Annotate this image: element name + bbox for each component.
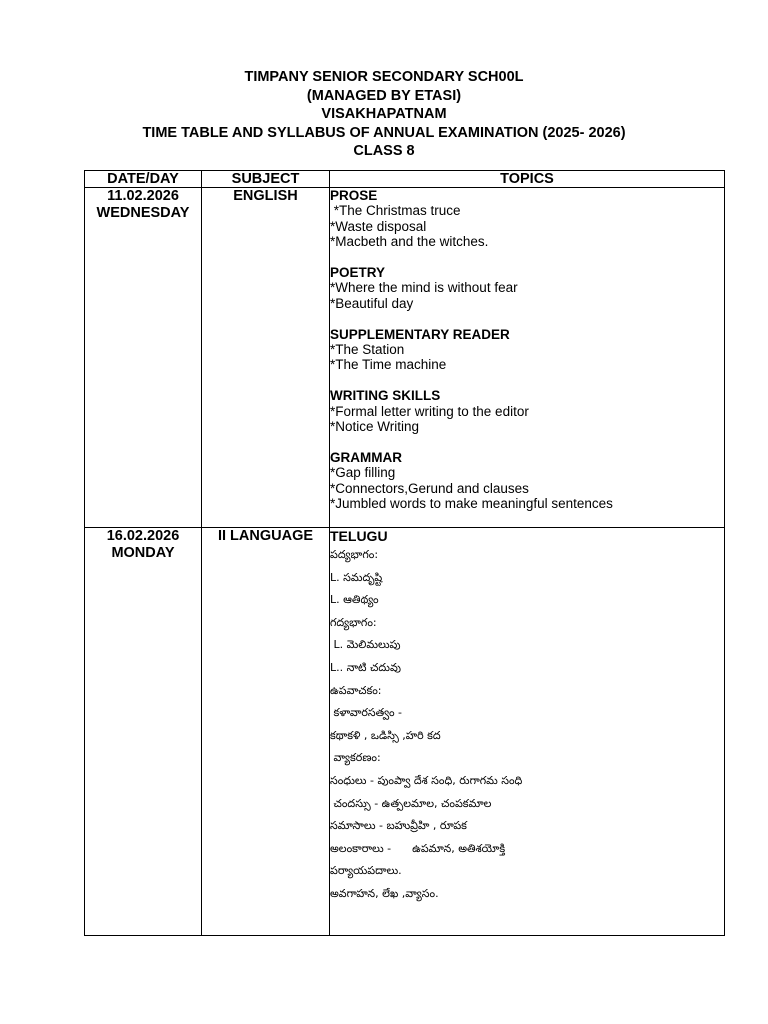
topic-section xyxy=(330,450,724,512)
section-heading: SUPPLEMENTARY READER xyxy=(330,326,510,342)
topic-item: *Beautiful day xyxy=(330,295,414,311)
section-heading: POETRY xyxy=(330,265,386,281)
class-label: CLASS 8 xyxy=(353,143,415,159)
timetable xyxy=(84,170,725,936)
topic-item: కథాకళి , ఒడిస్సి ,హరి కద xyxy=(330,728,441,742)
topic-item: కళావారసత్వం - xyxy=(330,706,402,720)
topic-item: *Formal letter writing to the editor xyxy=(330,403,529,419)
topic-item: అవగాహన, లేఖ ,వ్యాసం. xyxy=(330,886,439,900)
topics-cell xyxy=(330,528,725,936)
exam-date: 11.02.2026 xyxy=(107,188,179,204)
column-header-topics: TOPICS xyxy=(330,171,725,188)
subject-name: ENGLISH xyxy=(233,188,298,204)
column-header-date: DATE/DAY xyxy=(85,171,202,188)
document-title: TIME TABLE AND SYLLABUS OF ANNUAL EXAMINATION (2025- 2026) xyxy=(142,124,626,141)
subject-cell xyxy=(202,188,330,528)
column-header-subject: SUBJECT xyxy=(202,171,330,188)
topic-item: చందస్సు - ఉత్పలమాల, చంపకమాల xyxy=(330,796,492,810)
subject-cell xyxy=(202,528,330,936)
managed-by: (MANAGED BY ETASI) xyxy=(306,87,462,104)
topic-section xyxy=(330,327,724,373)
topic-item: పద్యభాగం: xyxy=(330,548,379,561)
exam-day: MONDAY xyxy=(111,545,175,561)
topic-item: *Waste disposal xyxy=(330,218,427,234)
topic-item: L. మెలిమలుపు xyxy=(330,638,401,652)
city-name: VISAKHAPATNAM xyxy=(321,106,447,122)
table-row xyxy=(85,528,725,936)
topic-item: *Notice Writing xyxy=(330,419,420,435)
topic-section xyxy=(330,188,724,250)
table-header-row xyxy=(85,171,725,188)
exam-date: 16.02.2026 xyxy=(106,528,180,544)
topic-item: ఉపవాచకం: xyxy=(330,683,382,697)
topic-item: *The Time machine xyxy=(330,357,447,373)
topic-item: సమాసాలు - బహువ్రీహి , రూపక xyxy=(330,819,467,833)
section-heading: PROSE xyxy=(330,188,378,203)
topic-item: *The Station xyxy=(330,342,405,358)
topic-item: *The Christmas truce xyxy=(330,203,461,219)
date-cell xyxy=(85,188,202,528)
topic-item: *Connectors,Gerund and clauses xyxy=(330,480,529,496)
topic-section xyxy=(330,388,724,434)
topic-item: పర్యాయపదాలు. xyxy=(330,864,402,878)
topic-item: L. ఆతిథ్యం xyxy=(330,593,379,607)
topic-item: *Jumbled words to make meaningful sentences xyxy=(330,496,613,512)
exam-day: WEDNESDAY xyxy=(96,205,190,221)
date-cell xyxy=(85,528,202,936)
topic-item: గద్యభాగం: xyxy=(330,615,377,629)
school-name: TIMPANY SENIOR SECONDARY SCH00L xyxy=(244,69,524,85)
topic-item: L.. నాటి చదువు xyxy=(330,660,401,674)
topic-item: *Macbeth and the witches. xyxy=(330,234,489,250)
topic-item: *Where the mind is without fear xyxy=(330,280,518,296)
topic-section xyxy=(330,265,724,311)
section-heading: GRAMMAR xyxy=(330,449,402,465)
topic-item: *Gap filling xyxy=(330,465,396,481)
subject-name: II LANGUAGE xyxy=(217,528,314,544)
topic-item: సంధులు - పుంప్వా దేశ సంధి, రుగాగమ సంధి xyxy=(330,773,523,787)
language-heading: TELUGU xyxy=(330,528,388,544)
topic-item: అలంకారాలు - ఉపమాన, అతిశయోక్తి xyxy=(330,841,506,855)
section-heading: WRITING SKILLS xyxy=(330,388,441,404)
table-row xyxy=(85,188,725,528)
topic-item: L. సమదృష్టి xyxy=(330,570,383,584)
topic-item: వ్యాకరణం: xyxy=(330,751,381,765)
topics-cell xyxy=(330,188,725,528)
document-header xyxy=(0,68,768,161)
